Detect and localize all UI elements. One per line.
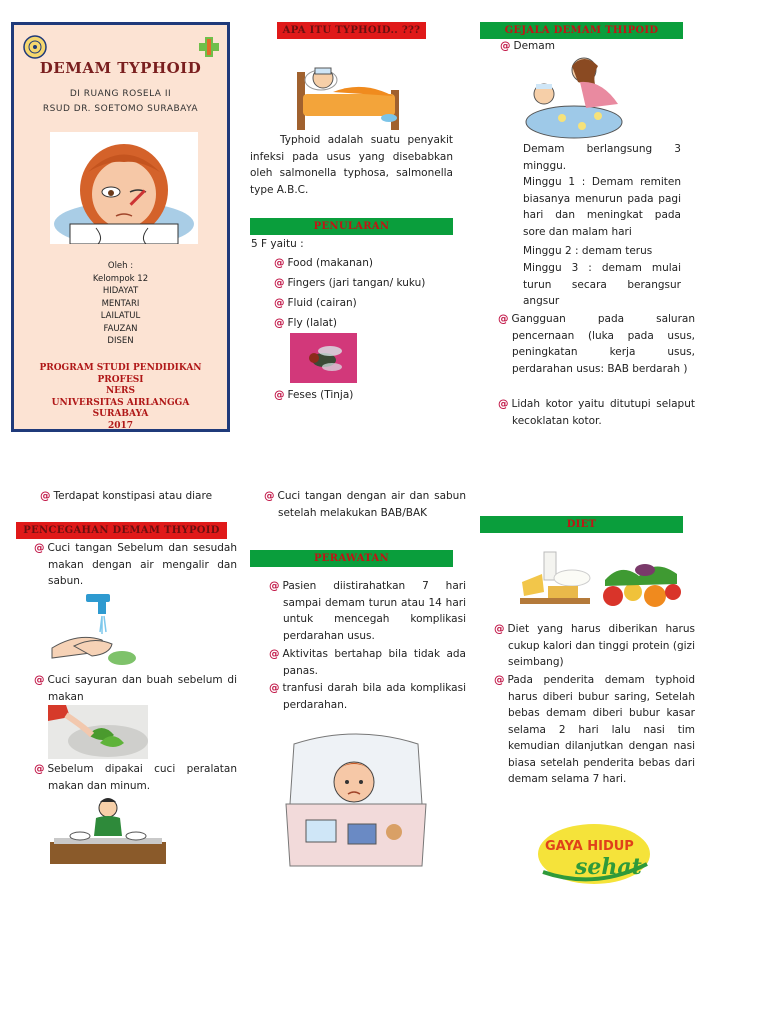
member-name: FAUZAN: [103, 323, 138, 334]
cover-title: DEMAM TYPHOID: [39, 59, 202, 77]
gejala-minggu-1: Minggu 1 : Demam remiten biasanya menurun pada pagi hari dan meningkat pada sore dan malam hari: [523, 176, 681, 238]
penularan-item-label: Fly (lalat): [287, 317, 338, 329]
sick-child-in-bed-illustration: [293, 52, 403, 130]
cover-hospital: RSUD DR. SOETOMO SURABAYA: [42, 104, 199, 114]
pencegahan-item: [34, 761, 237, 794]
group-name: Kelompok 12: [92, 273, 149, 284]
penularan-item-label: Feses (Tinja): [287, 389, 354, 401]
gejala-gangguan-label: Gangguan pada saluran pencernaan (luka pada usus, peningkatan kerja usus, perdarahan usus: BAB berdarah ): [511, 313, 695, 375]
program-line: PROGRAM STUDI PENDIDIKAN PROFESI: [39, 363, 202, 385]
diet-item-label: Diet yang harus diberikan harus cukup kalori dan tinggi protein (gizi seimbang): [507, 623, 695, 668]
diet-item: [494, 672, 695, 788]
section-header-diet: DIET: [480, 516, 683, 533]
cover-ward: DI RUANG ROSELA II: [69, 89, 172, 99]
program-line: 2017: [107, 420, 134, 431]
bullet-icon: @: [269, 648, 280, 660]
bullet-icon: @: [269, 580, 280, 592]
perawatan-item-label: Aktivitas bertahap bila tidak ada panas.: [282, 648, 466, 677]
pencegahan-item: [34, 540, 237, 590]
typhoid-definition: Typhoid adalah suatu penyakit infeksi pada usus yang disebabkan oleh salmonella typhosa, salmonella type A.B.C.: [250, 134, 453, 196]
pencegahan-item-label: Sebelum dipakai cuci peralatan makan dan minum.: [47, 763, 237, 792]
gejala-item-lidah: [498, 396, 695, 429]
perawatan-item-label: Pasien diistirahatkan 7 hari sampai demam turun atau 14 hari untuk mencegah komplikasi perdarahan usus.: [282, 580, 466, 642]
konstipasi-label: Terdapat konstipasi atau diare: [53, 490, 213, 502]
hospital-cross-icon: [197, 35, 221, 59]
gejala-minggu-3: Minggu 3 : demam mulai turun secara berangsur angsur: [523, 262, 681, 307]
bullet-icon: @: [498, 313, 509, 325]
member-name: HIDAYAT: [102, 286, 139, 296]
cover-panel: [11, 22, 230, 432]
dairy-food-photo: [514, 548, 596, 606]
perawatan-item: [269, 646, 466, 679]
member-name: LAILATUL: [100, 311, 141, 321]
bullet-icon: @: [274, 317, 285, 329]
pencegahan-item-label: Cuci tangan Sebelum dan sesudah makan dengan air mengalir dan sabun.: [47, 542, 237, 587]
bullet-icon: @: [34, 542, 45, 554]
by-label: Oleh :: [107, 261, 134, 271]
penularan-intro: 5 F yaitu :: [251, 238, 304, 250]
bullet-icon: @: [274, 297, 285, 309]
bullet-icon: @: [269, 682, 280, 694]
bullet-icon: @: [34, 763, 45, 775]
section-header-apa-itu: APA ITU TYPHOID.. ???: [277, 22, 426, 39]
section-header-gejala: GEJALA DEMAM THIPOID: [480, 22, 683, 39]
program-line: NERS: [105, 386, 136, 396]
logo-line2: sehat: [575, 854, 642, 880]
perawatan-item: [269, 578, 466, 644]
penularan-item-label: Fingers (jari tangan/ kuku): [287, 277, 426, 289]
sick-boy-in-bed-illustration: [282, 724, 430, 872]
fly-photo: [290, 333, 357, 383]
bullet-icon: @: [274, 257, 285, 269]
diet-item-label: Pada penderita demam typhoid harus diberi bubur saring, Setelah bebas demam diberi bubur kasar selama 2 hari lalu nasi tim kemudian dilanjutkan dengan nasi biasa setelah penderita bebas dari demam selama 7 hari.: [507, 674, 695, 785]
gejala-demam-duration: Demam berlangsung 3 minggu.: [523, 143, 681, 172]
penularan-item: [274, 315, 337, 332]
washing-dishes-illustration: [50, 796, 166, 864]
cover-program: [18, 363, 223, 432]
gejala-item-gangguan: [498, 311, 695, 377]
penularan-item: [274, 275, 425, 292]
pencegahan-item-cuci-bab: [264, 488, 466, 521]
penularan-item: [274, 255, 373, 272]
gejala-minggu-2: Minggu 2 : demam terus: [523, 245, 653, 257]
perawatan-item-label: tranfusi darah bila ada komplikasi perdarahan.: [282, 682, 466, 711]
penularan-item-label: Food (makanan): [287, 257, 373, 269]
penularan-item-label: Fluid (cairan): [287, 297, 357, 309]
program-line: SURABAYA: [92, 409, 149, 419]
member-name: MENTARI: [101, 298, 140, 309]
section-header-penularan: PENULARAN: [250, 218, 453, 235]
penularan-item: [274, 387, 353, 404]
cuci-bab-label: Cuci tangan dengan air dan sabun setelah melakukan BAB/BAK: [277, 490, 466, 519]
penularan-item: [274, 295, 357, 312]
member-name: DISEN: [107, 336, 134, 346]
diet-item: [494, 621, 695, 671]
handwashing-illustration: [48, 592, 136, 668]
section-header-perawatan: PERAWATAN: [250, 550, 453, 567]
section-header-pencegahan: PENCEGAHAN DEMAM THYPOID: [16, 522, 227, 539]
logo-line1: GAYA HIDUP: [545, 839, 634, 854]
bullet-icon: @: [40, 490, 51, 502]
gejala-lidah-label: Lidah kotor yaitu ditutupi selaput kecoklatan kotor.: [511, 398, 695, 427]
sick-girl-illustration: [50, 132, 198, 244]
bullet-icon: @: [264, 490, 275, 502]
mother-child-fever-illustration: [522, 52, 626, 140]
perawatan-item: [269, 680, 466, 713]
gejala-demam-label: Demam: [513, 40, 555, 52]
pencegahan-item: [34, 672, 237, 705]
bullet-icon: @: [274, 389, 285, 401]
bullet-icon: @: [500, 40, 511, 52]
gaya-hidup-sehat-logo: [535, 820, 653, 886]
bullet-icon: @: [494, 674, 505, 686]
bullet-icon: @: [274, 277, 285, 289]
bullet-icon: @: [494, 623, 505, 635]
fruits-vegetables-photo: [599, 552, 683, 612]
washing-vegetables-photo: [48, 705, 148, 759]
program-line: UNIVERSITAS AIRLANGGA: [51, 397, 190, 408]
university-seal-icon: [23, 35, 47, 59]
pencegahan-item-label: Cuci sayuran dan buah sebelum di makan: [47, 674, 237, 703]
bullet-icon: @: [34, 674, 45, 686]
cover-authors: [14, 260, 227, 348]
bullet-icon: @: [498, 398, 509, 410]
gejala-item-konstipasi: [40, 488, 237, 505]
